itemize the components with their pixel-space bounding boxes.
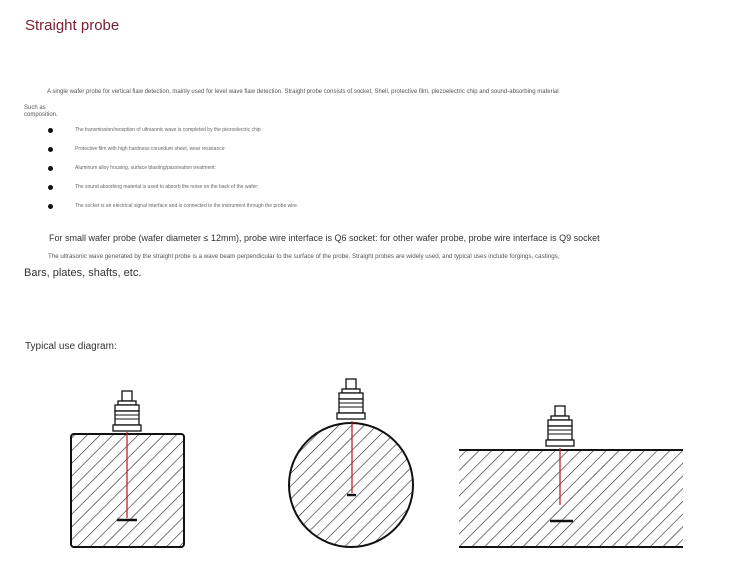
- list-item-text: The socket is an electrical signal interface and is connected to the instrument through the probe wire.: [75, 203, 299, 209]
- usage-paragraph-end: Bars, plates, shafts, etc.: [24, 267, 142, 279]
- intro-line: A single wafer probe for vertical flaw detection, mainly used for level wave flaw detection. Straight probe consists of socket, Shell, protective film, piezoelectric chip and sound-absorbing material: [47, 89, 559, 95]
- round-bar-diagram: [289, 379, 413, 547]
- plate-diagram: [459, 406, 683, 547]
- intro-continuation: Such as composition.: [24, 105, 58, 118]
- block-diagram: [71, 391, 184, 547]
- page-title: Straight probe: [25, 17, 120, 34]
- list-item-text: Aluminum alloy housing, surface blasting/passivation treatment:: [75, 165, 216, 171]
- diagram-label: Typical use diagram:: [25, 341, 117, 352]
- list-item-text: The transmission/reception of ultrasonic wave is completed by the piezoelectric chip: [75, 127, 261, 133]
- interface-paragraph: For small wafer probe (wafer diameter ≤ 12mm), probe wire interface is Q6 socket: for other wafer probe, probe wire interface is Q9 socket: [49, 233, 600, 243]
- list-item-text: The sound absorbing material is used to absorb the noise on the back of the wafer:: [75, 184, 259, 190]
- list-item-text: Protective film with high hardness corundum sheet, wear resistance:: [75, 146, 226, 152]
- usage-paragraph: The ultrasonic wave generated by the straight probe is a wave beam perpendicular to the surface of the probe. Straight probes are widely used, and typical uses include forgings, castings,: [48, 253, 560, 260]
